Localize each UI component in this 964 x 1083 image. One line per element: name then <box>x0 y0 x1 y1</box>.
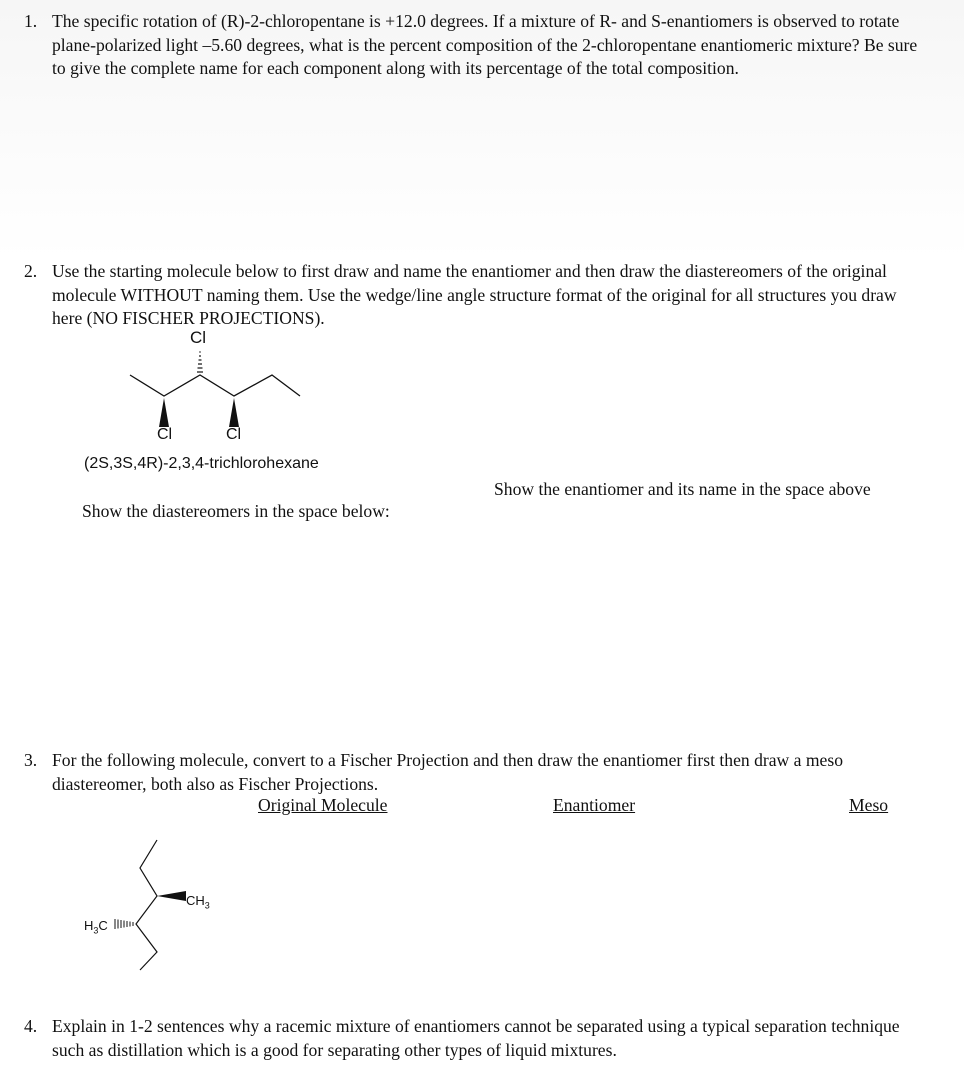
ch3-label-left: $H_3C$ <box>84 918 108 936</box>
enantiomer-prompt: Show the enantiomer and its name in the space above <box>494 479 871 499</box>
hashed-bond-h3c <box>115 919 133 929</box>
molecule-name: (2S,3S,4R)-2,3,4-trichlorohexane <box>84 455 319 472</box>
wedge-bond-ch3 <box>157 891 186 901</box>
atom-label-bottom-left-cl: Cl <box>157 426 173 443</box>
question-4-number: 4. <box>24 1016 38 1036</box>
question-2 <box>24 260 924 331</box>
atom-label-top-cl: Cl <box>190 328 207 347</box>
question-2-number: 2. <box>24 261 38 281</box>
question-4-text: Explain in 1-2 sentences why a racemic mixture of enantiomers cannot be separated using a typical separation technique such as distillation which is a good for separating other types of liquid mixtures. <box>52 1016 900 1060</box>
column-header-original: Original Molecule <box>258 795 388 815</box>
question-3 <box>24 749 924 796</box>
carbon-chain-bonds <box>130 375 300 396</box>
wedge-bond-left <box>159 398 169 427</box>
question-3-number: 3. <box>24 750 38 770</box>
question-3-text: For the following molecule, convert to a Fischer Projection and then draw the enantiomer first then draw a meso diastereomer, both also as Fischer Projections. <box>52 750 844 794</box>
wedge-bond-right <box>229 398 239 427</box>
ch3-label-right: $CH_3$ <box>186 893 210 911</box>
question-1 <box>24 10 924 81</box>
atom-label-bottom-right-cl: Cl <box>226 426 242 443</box>
diastereomer-prompt: Show the diastereomers in the space below: <box>82 501 390 521</box>
carbon-chain-bonds <box>136 840 157 970</box>
hashed-bond-top <box>197 352 203 372</box>
column-header-meso: Meso <box>849 795 889 815</box>
column-header-enantiomer: Enantiomer <box>553 795 636 815</box>
trichlorohexane-structure <box>100 325 330 450</box>
question-1-number: 1. <box>24 11 38 31</box>
question-4 <box>24 1015 924 1062</box>
question-2-text: Use the starting molecule below to first draw and name the enantiomer and then draw the diastereomers of the original molecule WITHOUT naming them. Use the wedge/line angle structure format of the original for all structures you draw here (NO FISCHER PROJECTIONS). <box>52 261 897 328</box>
question-1-text: The specific rotation of (R)-2-chloropentane is +12.0 degrees. If a mixture of R- and S-enantiomers is observed to rotate plane-polarized light –5.60 degrees, what is the percent composition of the 2-chloropentane enantiomeric mixture? Be sure to give the complete name for each component along with its percentage of the total composition. <box>52 11 918 78</box>
